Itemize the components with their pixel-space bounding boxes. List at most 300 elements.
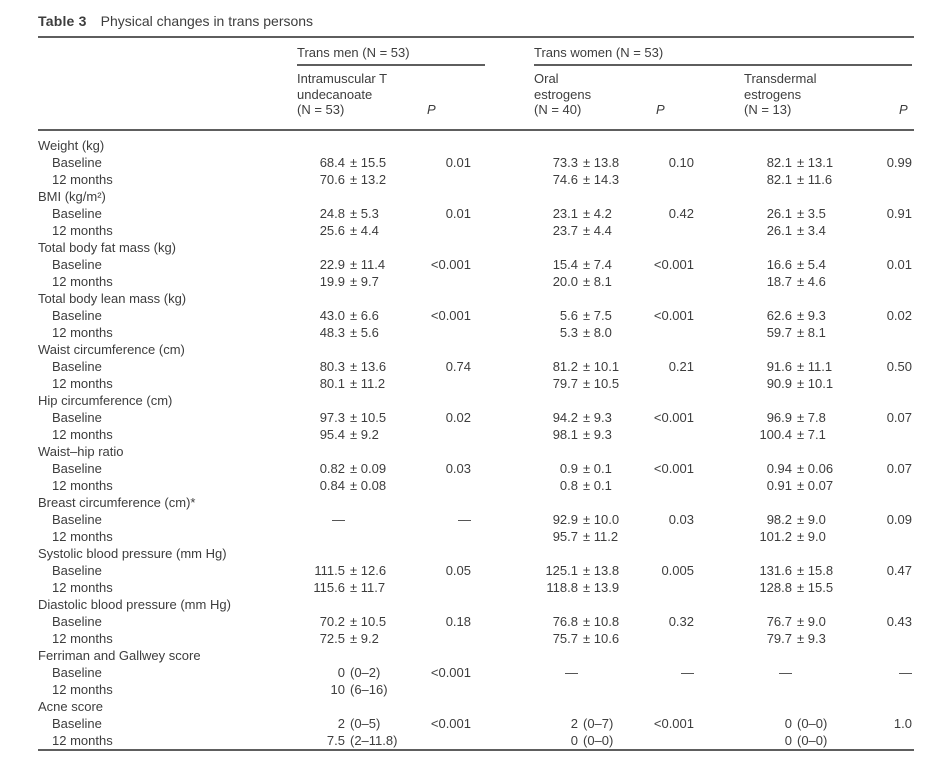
column-header-line: Intramuscular T: [297, 71, 388, 86]
row-label: 12 months: [52, 426, 113, 442]
table-row: [38, 273, 914, 290]
p-value-cell: [644, 426, 694, 443]
p-value-cell: 0.01: [445, 205, 471, 221]
row-group-label: Breast circumference (cm)*: [38, 494, 196, 510]
value-spread: (0–0): [797, 732, 828, 748]
row-label: Baseline: [52, 511, 102, 527]
value-spread: ± 12.6: [350, 562, 387, 578]
table-row: [38, 358, 914, 375]
value-spread: ± 9.3: [583, 409, 612, 425]
value-number: 0: [337, 664, 345, 680]
p-value-cell: [859, 375, 912, 392]
value-cell: [534, 511, 644, 528]
table-row: [38, 205, 914, 222]
value-number: —: [332, 511, 345, 527]
p-value-cell: [417, 171, 471, 188]
p-value-cell: 0.02: [886, 307, 912, 323]
value-spread: ± 0.1: [583, 477, 612, 493]
p-value-cell: [417, 681, 471, 698]
p-value-cell: [644, 375, 694, 392]
value-cell: [534, 375, 644, 392]
trans-women-group-header: [534, 45, 912, 66]
value-spread: ± 0.07: [797, 477, 834, 493]
value-cell: [534, 426, 644, 443]
p-value-cell: 0.42: [668, 205, 694, 221]
value-cell: [744, 426, 859, 443]
value-number: 43.0: [319, 307, 345, 323]
value-spread: ± 0.08: [350, 477, 387, 493]
value-spread: ± 7.4: [583, 256, 612, 272]
value-spread: ± 6.6: [350, 307, 379, 323]
p-value-cell: 0.74: [445, 358, 471, 374]
value-cell: [297, 460, 417, 477]
value-cell: [744, 358, 859, 375]
value-number: 115.6: [313, 579, 345, 595]
p-value-cell: [644, 579, 694, 596]
p-column-header: [644, 102, 694, 118]
value-cell: [744, 681, 859, 698]
value-cell: [534, 154, 644, 171]
value-cell: [534, 613, 644, 630]
p-value-cell: <0.001: [430, 664, 471, 680]
value-number: 95.4: [319, 426, 345, 442]
table-number: Table 3: [38, 13, 87, 29]
value-cell: [297, 256, 417, 273]
value-spread: ± 4.6: [797, 273, 826, 289]
value-spread: (0–0): [583, 732, 614, 748]
value-number: 92.9: [552, 511, 578, 527]
value-cell: [297, 732, 417, 749]
row-group-label: Waist circumference (cm): [38, 341, 185, 357]
value-cell: [534, 528, 644, 545]
value-number: 59.7: [766, 324, 792, 340]
p-value-cell: 0.32: [668, 613, 694, 629]
value-number: 26.1: [766, 222, 792, 238]
column-header-line: P: [656, 102, 665, 117]
value-cell: [744, 511, 859, 528]
value-number: 2: [570, 715, 578, 731]
p-value-cell: [417, 732, 471, 749]
value-cell: [297, 171, 417, 188]
p-value-cell: [859, 732, 912, 749]
value-number: 81.2: [552, 358, 578, 374]
value-cell: [534, 715, 644, 732]
p-value-cell: 0.50: [886, 358, 912, 374]
p-value-cell: 0.18: [445, 613, 471, 629]
value-number: 131.6: [759, 562, 792, 578]
value-number: 125.1: [545, 562, 578, 578]
value-number: 7.5: [326, 732, 345, 748]
p-value-cell: 0.21: [668, 358, 694, 374]
value-cell: [744, 222, 859, 239]
row-label: 12 months: [52, 375, 113, 391]
value-number: 97.3: [319, 409, 345, 425]
value-number: 82.1: [766, 171, 792, 187]
p-value-cell: <0.001: [653, 307, 694, 323]
value-spread: ± 13.1: [797, 154, 834, 170]
value-cell: [534, 205, 644, 222]
value-number: 82.1: [766, 154, 792, 170]
p-value-cell: [859, 324, 912, 341]
value-spread: ± 8.1: [583, 273, 612, 289]
value-cell: [534, 324, 644, 341]
value-number: 76.8: [552, 613, 578, 629]
p-value-cell: [859, 426, 912, 443]
value-cell: [744, 613, 859, 630]
p-value-cell: [417, 273, 471, 290]
value-spread: ± 4.4: [583, 222, 612, 238]
p-value-cell: 0.99: [886, 154, 912, 170]
p-value-cell: [417, 579, 471, 596]
value-spread: ± 4.4: [350, 222, 379, 238]
value-number: 98.1: [552, 426, 578, 442]
value-cell: [744, 715, 859, 732]
p-value-cell: 0.91: [886, 205, 912, 221]
value-spread: ± 10.8: [583, 613, 620, 629]
value-cell: [297, 579, 417, 596]
p-value-cell: [417, 630, 471, 647]
value-spread: ± 0.09: [350, 460, 387, 476]
value-number: 80.3: [319, 358, 345, 374]
row-group-label: Systolic blood pressure (mm Hg): [38, 545, 227, 561]
table-row: [38, 222, 914, 239]
row-label: 12 months: [52, 681, 113, 697]
value-number: 0.91: [766, 477, 792, 493]
row-label: 12 months: [52, 477, 113, 493]
value-number: 80.1: [319, 375, 345, 391]
value-spread: ± 0.1: [583, 460, 612, 476]
row-label: Baseline: [52, 154, 102, 170]
value-number: 0: [784, 732, 792, 748]
value-cell: [297, 154, 417, 171]
value-number: 70.6: [319, 171, 345, 187]
value-spread: (6–16): [350, 681, 388, 697]
table-row: [38, 613, 914, 630]
p-value-cell: [859, 681, 912, 698]
value-number: 95.7: [552, 528, 578, 544]
value-number: 76.7: [766, 613, 792, 629]
row-label: 12 months: [52, 171, 113, 187]
row-label: Baseline: [52, 613, 102, 629]
value-cell: [744, 307, 859, 324]
value-cell: [297, 273, 417, 290]
row-label: Baseline: [52, 256, 102, 272]
p-value-cell: <0.001: [430, 715, 471, 731]
p-value-cell: [644, 222, 694, 239]
value-number: 118.8: [546, 579, 578, 595]
p-value-cell: [859, 273, 912, 290]
value-number: 111.5: [314, 562, 345, 578]
value-number: 90.9: [766, 375, 792, 391]
column-header-row: [38, 66, 914, 129]
p-value-cell: [644, 681, 694, 698]
p-value-cell: [859, 171, 912, 188]
value-cell: [297, 222, 417, 239]
p-value-cell: <0.001: [653, 409, 694, 425]
table-row: [38, 477, 914, 494]
value-number: 0.82: [319, 460, 345, 476]
value-number: —: [779, 664, 792, 680]
value-number: 23.7: [552, 222, 578, 238]
column-header-line: estrogens: [744, 86, 802, 102]
p-value-cell: 0.01: [886, 256, 912, 272]
value-spread: ± 4.2: [583, 205, 612, 221]
p-value-cell: 0.09: [886, 511, 912, 527]
value-spread: ± 10.1: [797, 375, 834, 391]
value-number: 26.1: [766, 205, 792, 221]
row-label: Baseline: [52, 205, 102, 221]
value-cell: [744, 154, 859, 171]
value-cell: [744, 562, 859, 579]
value-spread: ± 9.2: [350, 630, 379, 646]
value-cell: [744, 732, 859, 749]
column-header-line: estrogens: [534, 86, 592, 102]
value-spread: ± 11.6: [797, 171, 833, 187]
value-number: 48.3: [319, 324, 345, 340]
p-value-cell: <0.001: [430, 256, 471, 272]
top-rule: [38, 36, 914, 38]
column-header-line: (N = 40): [534, 102, 582, 117]
row-group-label: Weight (kg): [38, 137, 105, 153]
header-rule: [38, 129, 914, 131]
value-spread: ± 10.0: [583, 511, 620, 527]
p-value-cell: [417, 324, 471, 341]
value-spread: (0–7): [583, 715, 614, 731]
table-row: [38, 460, 914, 477]
value-cell: [297, 324, 417, 341]
column-header-line: undecanoate: [297, 86, 373, 102]
value-spread: ± 10.5: [350, 613, 387, 629]
p-value-cell: 0.03: [445, 460, 471, 476]
value-number: 5.3: [559, 324, 578, 340]
value-spread: ± 10.5: [583, 375, 620, 391]
table-caption: Physical changes in trans persons: [100, 13, 314, 29]
row-label: 12 months: [52, 528, 113, 544]
table-body: [38, 137, 914, 749]
value-number: 75.7: [552, 630, 578, 646]
value-spread: ± 7.5: [583, 307, 612, 323]
value-cell: [744, 477, 859, 494]
value-spread: ± 9.2: [350, 426, 379, 442]
column-header-line: (N = 13): [744, 102, 792, 117]
table-row: [38, 528, 914, 545]
p-value-cell: [859, 222, 912, 239]
value-spread: ± 15.8: [797, 562, 834, 578]
p-value-cell: [644, 171, 694, 188]
value-number: 5.6: [559, 307, 578, 323]
table-row: [38, 426, 914, 443]
table-row: [38, 579, 914, 596]
value-cell: [297, 511, 417, 528]
row-label: Baseline: [52, 358, 102, 374]
p-value-cell: <0.001: [653, 460, 694, 476]
row-group-label: Hip circumference (cm): [38, 392, 173, 408]
p-value-cell: [859, 630, 912, 647]
p-value-cell: [644, 528, 694, 545]
value-spread: ± 10.6: [583, 630, 620, 646]
p-value-cell: [417, 222, 471, 239]
value-cell: [297, 477, 417, 494]
row-label: 12 months: [52, 222, 113, 238]
trans-men-group-header: [297, 45, 485, 66]
value-cell: [297, 426, 417, 443]
value-cell: [297, 664, 417, 681]
p-value-cell: 0.07: [886, 409, 912, 425]
value-spread: ± 11.2: [350, 375, 386, 391]
value-cell: [534, 409, 644, 426]
p-value-cell: <0.001: [653, 256, 694, 272]
value-number: 74.6: [552, 171, 578, 187]
p-value-cell: —: [899, 664, 912, 680]
p-value-cell: 0.01: [445, 154, 471, 170]
value-number: 0.9: [559, 460, 578, 476]
value-spread: ± 9.3: [583, 426, 612, 442]
value-cell: [297, 358, 417, 375]
value-number: 22.9: [319, 256, 345, 272]
column-header-line: Transdermal: [744, 71, 817, 86]
empty-stub-cell: [38, 45, 297, 66]
row-group-label: Ferriman and Gallwey score: [38, 647, 201, 663]
value-spread: ± 13.8: [583, 562, 620, 578]
value-spread: ± 15.5: [350, 154, 387, 170]
table-row: [38, 324, 914, 341]
p-value-cell: 0.05: [445, 562, 471, 578]
value-spread: ± 10.1: [583, 358, 620, 374]
row-label: Baseline: [52, 664, 102, 680]
value-spread: ± 10.5: [350, 409, 387, 425]
table-row: [38, 630, 914, 647]
column-header-line: Oral: [534, 71, 559, 86]
row-label: Baseline: [52, 715, 102, 731]
value-cell: [744, 171, 859, 188]
p-value-cell: <0.001: [430, 307, 471, 323]
value-cell: [744, 409, 859, 426]
p-value-cell: 0.03: [668, 511, 694, 527]
value-spread: ± 9.0: [797, 511, 826, 527]
value-number: 0.8: [559, 477, 578, 493]
value-number: 68.4: [319, 154, 345, 170]
table-row: [38, 562, 914, 579]
value-spread: ± 7.1: [797, 426, 826, 442]
column-header: [744, 71, 859, 118]
value-spread: (2–11.8): [350, 732, 398, 748]
value-spread: ± 5.6: [350, 324, 379, 340]
value-cell: [744, 460, 859, 477]
value-cell: [744, 528, 859, 545]
row-group-label: BMI (kg/m²): [38, 188, 106, 204]
p-column-header: [417, 102, 471, 118]
value-cell: [744, 664, 859, 681]
value-number: 24.8: [319, 205, 345, 221]
value-spread: ± 9.0: [797, 528, 826, 544]
value-cell: [297, 375, 417, 392]
p-value-cell: 0.005: [661, 562, 694, 578]
value-cell: [744, 324, 859, 341]
value-spread: ± 9.3: [797, 630, 826, 646]
row-group-label: Diastolic blood pressure (mm Hg): [38, 596, 231, 612]
p-value-cell: [417, 528, 471, 545]
value-cell: [297, 681, 417, 698]
p-value-cell: 1.0: [893, 715, 912, 731]
p-value-cell: —: [681, 664, 694, 680]
value-number: 100.4: [759, 426, 792, 442]
column-header: [534, 71, 644, 118]
value-number: 73.3: [552, 154, 578, 170]
value-number: 62.6: [766, 307, 792, 323]
value-spread: ± 11.4: [350, 256, 386, 272]
row-label: 12 months: [52, 630, 113, 646]
row-label: Baseline: [52, 460, 102, 476]
value-spread: ± 5.3: [350, 205, 379, 221]
row-label: 12 months: [52, 324, 113, 340]
value-cell: [744, 256, 859, 273]
value-number: —: [565, 664, 578, 680]
value-cell: [534, 664, 644, 681]
value-spread: ± 3.4: [797, 222, 826, 238]
table-row: [38, 409, 914, 426]
table-row: [38, 154, 914, 171]
trans-women-group-label: Trans women (N = 53): [534, 45, 664, 60]
value-spread: ± 3.5: [797, 205, 826, 221]
row-label: 12 months: [52, 273, 113, 289]
row-group-label: Total body lean mass (kg): [38, 290, 187, 306]
column-header: [297, 71, 417, 118]
row-label: Baseline: [52, 409, 102, 425]
value-cell: [744, 375, 859, 392]
value-spread: ± 7.8: [797, 409, 826, 425]
value-number: 96.9: [766, 409, 792, 425]
table-row: [38, 307, 914, 324]
value-spread: ± 13.8: [583, 154, 620, 170]
value-cell: [297, 613, 417, 630]
value-cell: [534, 256, 644, 273]
value-spread: ± 8.1: [797, 324, 826, 340]
column-header-line: (N = 53): [297, 102, 345, 117]
value-spread: ± 11.1: [797, 358, 833, 374]
value-spread: ± 8.0: [583, 324, 612, 340]
p-value-cell: 0.07: [886, 460, 912, 476]
value-number: 0: [784, 715, 792, 731]
value-cell: [534, 307, 644, 324]
p-value-cell: [417, 477, 471, 494]
value-spread: ± 0.06: [797, 460, 834, 476]
value-number: 98.2: [766, 511, 792, 527]
value-spread: ± 14.3: [583, 171, 620, 187]
value-cell: [297, 307, 417, 324]
p-column-header: [859, 102, 912, 118]
value-cell: [297, 528, 417, 545]
value-spread: (0–5): [350, 715, 381, 731]
value-number: 0: [570, 732, 578, 748]
spacer-cell: [471, 45, 534, 66]
value-number: 23.1: [552, 205, 578, 221]
table-row: [38, 681, 914, 698]
p-value-cell: 0.47: [886, 562, 912, 578]
value-spread: ± 9.7: [350, 273, 379, 289]
value-number: 101.2: [759, 528, 792, 544]
table-title: [38, 12, 914, 30]
p-value-cell: [644, 477, 694, 494]
row-group-label: Total body fat mass (kg): [38, 239, 176, 255]
table-row: [38, 171, 914, 188]
column-header-line: P: [427, 102, 436, 117]
row-label: 12 months: [52, 732, 113, 748]
p-value-cell: —: [458, 511, 471, 527]
p-value-cell: <0.001: [653, 715, 694, 731]
value-spread: (0–0): [797, 715, 828, 731]
p-value-cell: [644, 630, 694, 647]
row-group-label: Waist–hip ratio: [38, 443, 124, 459]
